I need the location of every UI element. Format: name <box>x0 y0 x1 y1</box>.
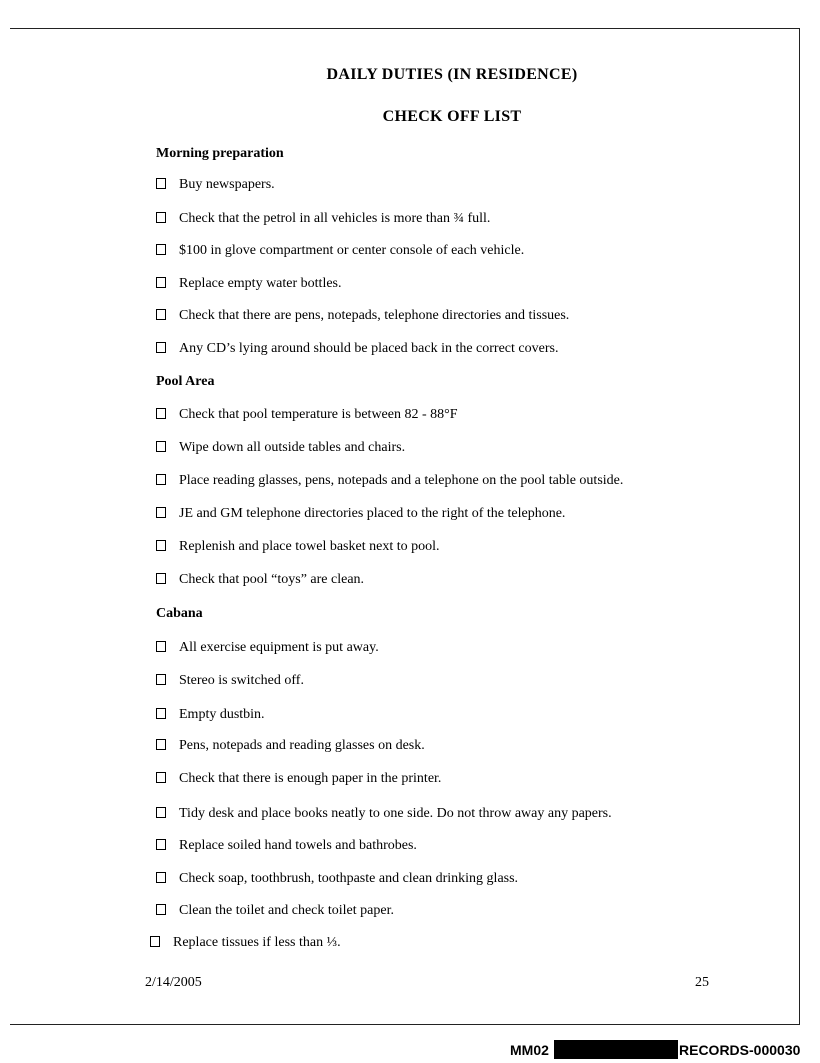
checkbox-icon[interactable] <box>156 507 166 518</box>
checklist-item[interactable]: Stereo is switched off. <box>156 673 304 689</box>
checklist-item[interactable]: Tidy desk and place books neatly to one side. Do not throw away any papers. <box>156 806 612 822</box>
checklist-item[interactable]: Check that pool temperature is between 82 - 88°F <box>156 407 458 423</box>
section-heading-pool-area: Pool Area <box>156 374 215 389</box>
checklist-item[interactable]: JE and GM telephone directories placed to the right of the telephone. <box>156 506 565 522</box>
checkbox-icon[interactable] <box>156 739 166 750</box>
document-title: DAILY DUTIES (IN RESIDENCE) <box>326 66 578 83</box>
checkbox-icon[interactable] <box>156 540 166 551</box>
checkbox-icon[interactable] <box>156 573 166 584</box>
checkbox-icon[interactable] <box>156 277 166 288</box>
checkbox-icon[interactable] <box>156 309 166 320</box>
checklist-item[interactable]: Place reading glasses, pens, notepads and a telephone on the pool table outside. <box>156 473 623 489</box>
section-heading-cabana: Cabana <box>156 606 203 621</box>
checkbox-icon[interactable] <box>156 904 166 915</box>
checkbox-icon[interactable] <box>156 212 166 223</box>
checkbox-icon[interactable] <box>156 872 166 883</box>
checklist-item[interactable]: Replace soiled hand towels and bathrobes. <box>156 838 417 854</box>
footer-date: 2/14/2005 <box>145 975 202 990</box>
checkbox-icon[interactable] <box>156 641 166 652</box>
checklist-item[interactable]: Wipe down all outside tables and chairs. <box>156 440 405 456</box>
checkbox-icon[interactable] <box>156 342 166 353</box>
page-border-bottom <box>10 1024 800 1025</box>
checklist-item[interactable]: Check that there are pens, notepads, telephone directories and tissues. <box>156 308 569 324</box>
checklist-item[interactable]: Check that there is enough paper in the printer. <box>156 771 441 787</box>
checkbox-icon[interactable] <box>156 772 166 783</box>
checkbox-icon[interactable] <box>156 839 166 850</box>
checklist-item[interactable]: Pens, notepads and reading glasses on desk. <box>156 738 425 754</box>
checkbox-icon[interactable] <box>156 674 166 685</box>
page-number: 25 <box>695 975 709 990</box>
bates-stamp-suffix: RECORDS-000030 <box>679 1042 801 1058</box>
checkbox-icon[interactable] <box>156 408 166 419</box>
checklist-item[interactable]: $100 in glove compartment or center console of each vehicle. <box>156 243 524 259</box>
bates-stamp-prefix: MM02 <box>510 1042 549 1058</box>
page-border-top <box>10 28 799 29</box>
checklist-item[interactable]: All exercise equipment is put away. <box>156 640 379 656</box>
checkbox-icon[interactable] <box>156 474 166 485</box>
section-heading-morning: Morning preparation <box>156 146 284 161</box>
checklist-item[interactable]: Buy newspapers. <box>156 177 275 193</box>
checkbox-icon[interactable] <box>156 708 166 719</box>
checklist-item[interactable]: Replace empty water bottles. <box>156 276 342 292</box>
checkbox-icon[interactable] <box>150 936 160 947</box>
checkbox-icon[interactable] <box>156 178 166 189</box>
document-subtitle: CHECK OFF LIST <box>382 108 522 125</box>
checkbox-icon[interactable] <box>156 807 166 818</box>
checklist-item[interactable]: Empty dustbin. <box>156 707 265 723</box>
redaction-bar <box>554 1040 678 1059</box>
page-border-right <box>799 28 800 1024</box>
checklist-item[interactable]: Check that pool “toys” are clean. <box>156 572 364 588</box>
checkbox-icon[interactable] <box>156 441 166 452</box>
checklist-item[interactable]: Check that the petrol in all vehicles is more than ¾ full. <box>156 211 490 227</box>
checklist-item[interactable]: Check soap, toothbrush, toothpaste and clean drinking glass. <box>156 871 518 887</box>
checklist-item[interactable]: Replenish and place towel basket next to pool. <box>156 539 440 555</box>
checkbox-icon[interactable] <box>156 244 166 255</box>
checklist-item[interactable]: Any CD’s lying around should be placed back in the correct covers. <box>156 341 558 357</box>
checklist-item[interactable]: Clean the toilet and check toilet paper. <box>156 903 394 919</box>
checklist-item[interactable]: Replace tissues if less than ⅓. <box>150 935 341 951</box>
